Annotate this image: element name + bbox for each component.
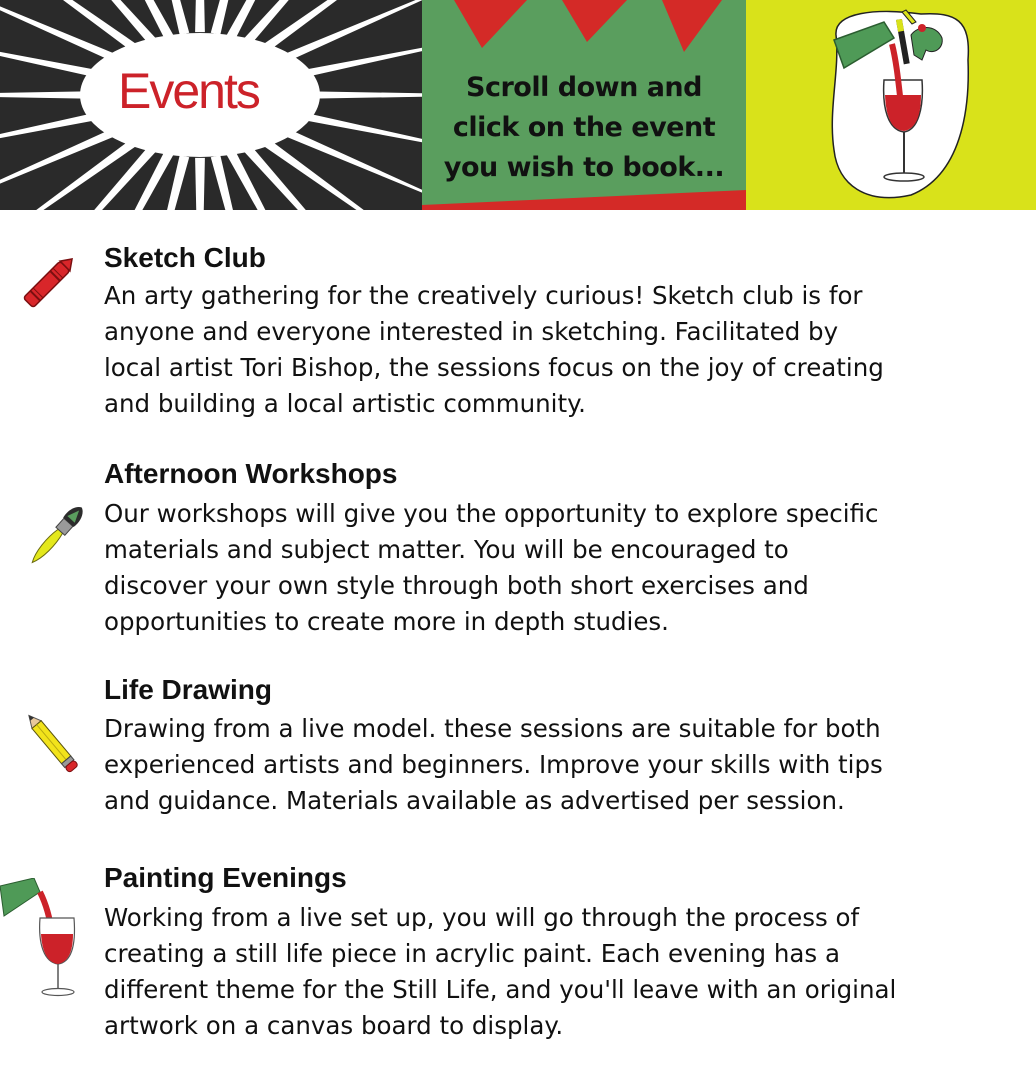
instruction-line: Scroll down and <box>466 72 702 103</box>
description-line: local artist Tori Bishop, the sessions focus on the joy of creating <box>104 353 884 382</box>
description-line: anyone and everyone interested in sketching. Facilitated by <box>104 317 839 346</box>
pencil-icon <box>22 706 82 784</box>
page-title: Events <box>118 63 259 119</box>
description-line: different theme for the Still Life, and you'll leave with an original <box>104 975 897 1004</box>
event-title[interactable]: Painting Evenings <box>104 862 347 893</box>
description-line: materials and subject matter. You will be encouraged to <box>104 535 789 564</box>
events-header <box>0 0 1036 210</box>
instruction-line: you wish to book... <box>443 152 725 183</box>
description-line: and building a local artistic community. <box>104 389 586 418</box>
event-title[interactable]: Sketch Club <box>104 242 266 273</box>
event-title[interactable]: Life Drawing <box>104 674 273 705</box>
paintbrush-icon <box>18 494 96 580</box>
wine-pour-illustration <box>746 0 1036 210</box>
instruction-line: click on the event <box>452 112 716 143</box>
description-line: artwork on a canvas board to display. <box>104 1011 564 1040</box>
description-line: discover your own style through both short exercises and <box>104 571 809 600</box>
event-description <box>104 711 1004 819</box>
wine-glass-icon <box>0 878 86 1004</box>
description-line: opportunities to create more in depth studies. <box>104 607 669 636</box>
description-line: Our workshops will give you the opportunity to explore specific <box>104 499 879 528</box>
event-description <box>104 496 1004 640</box>
description-line: Drawing from a live model. these sessions are suitable for both <box>104 714 881 743</box>
description-line: Working from a live set up, you will go through the process of <box>104 903 860 932</box>
scroll-instruction-text <box>422 68 746 188</box>
event-description <box>104 278 1004 422</box>
crayon-icon <box>14 248 82 322</box>
description-line: creating a still life piece in acrylic paint. Each evening has a <box>104 939 840 968</box>
description-line: and guidance. Materials available as advertised per session. <box>104 786 845 815</box>
wine-banner <box>746 0 1036 210</box>
event-description <box>104 900 1004 1044</box>
description-line: experienced artists and beginners. Improve your skills with tips <box>104 750 883 779</box>
events-banner <box>0 0 422 210</box>
scroll-instruction-banner <box>422 0 746 210</box>
event-title[interactable]: Afternoon Workshops <box>104 458 398 489</box>
description-line: An arty gathering for the creatively curious! Sketch club is for <box>104 281 863 310</box>
